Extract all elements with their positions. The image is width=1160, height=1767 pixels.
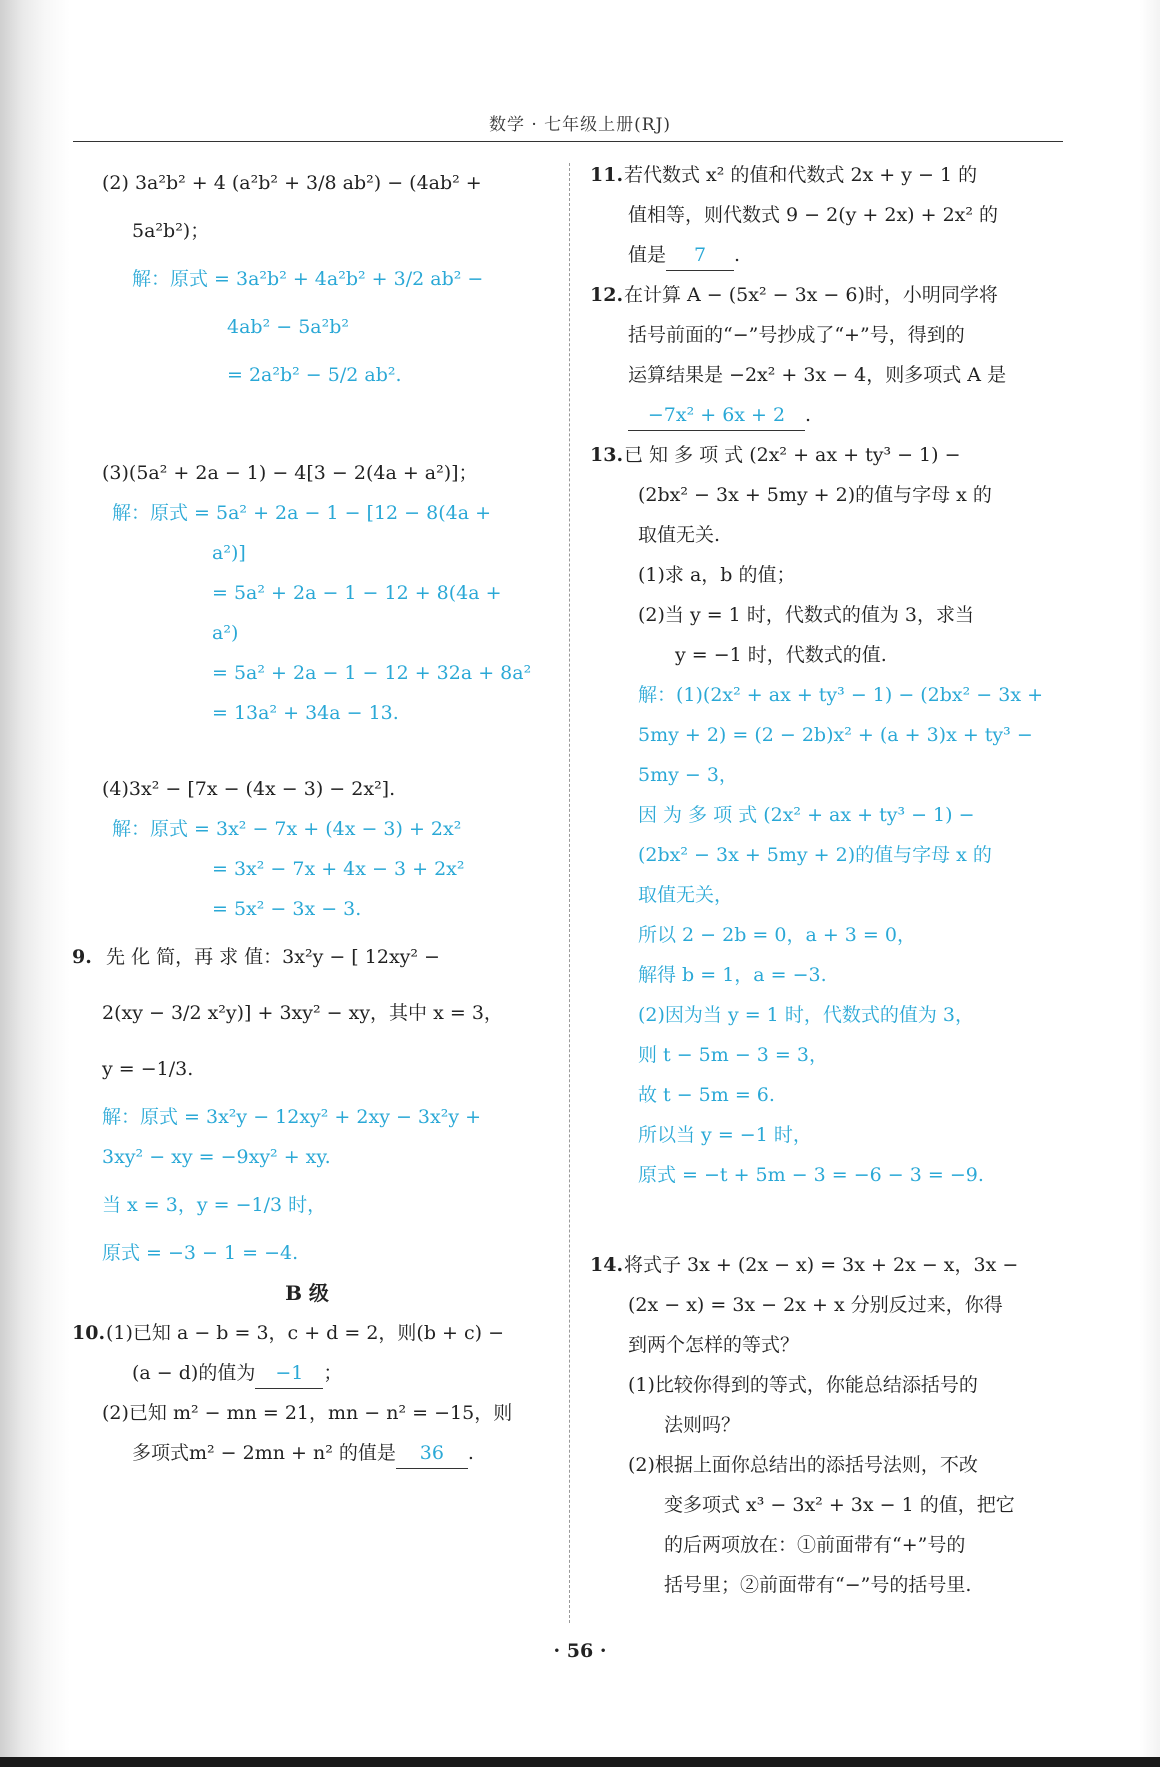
- problem-8-2-statement: (2) 3a²b² + 4 (a²b² + 3/8 ab²) − (4ab² +: [102, 172, 482, 194]
- problem-14-text: 将式子 3x + (2x − x) = 3x + 2x − x，3x −: [624, 1254, 1019, 1276]
- answer-13-line9: (2)因为当 y = 1 时，代数式的值为 3，: [638, 1004, 974, 1026]
- problem-10-part1-cont: (a − d)的值为: [132, 1362, 256, 1384]
- problem-14-part1-cont: 法则吗？: [664, 1414, 741, 1436]
- answer-8-2-line1: 解：原式 = 3a²b² + 4a²b² + 3/2 ab² −: [132, 268, 484, 290]
- problem-14-line1: [590, 1245, 1065, 1285]
- answer-8-3-line6: = 13a² + 34a − 13.: [212, 702, 399, 724]
- answer-8-4-line3: = 5x² − 3x − 3.: [212, 898, 362, 920]
- answer-8-2-line3: = 2a²b² − 5/2 ab².: [227, 364, 402, 386]
- problem-12-line1: [590, 275, 1065, 315]
- right-column: [590, 155, 1065, 1605]
- problem-14-part2-cont3: 括号里；②前面带有“−”号的括号里.: [664, 1574, 972, 1596]
- answer-blank-10-2: 36: [396, 1438, 468, 1469]
- answer-13-line12: 所以当 y = −1 时，: [638, 1124, 812, 1146]
- answer-blank-12: −7x² + 6x + 2: [628, 400, 805, 431]
- answer-13-line1: 解：(1)(2x² + ax + ty³ − 1) − (2bx² − 3x +: [638, 684, 1044, 706]
- level-b-heading: B 级: [285, 1281, 329, 1305]
- problem-14-part2: (2)根据上面你总结出的添括号法则，不改: [628, 1454, 978, 1476]
- answer-8-3-line3: = 5a² + 2a − 1 − 12 + 8(4a +: [212, 582, 502, 604]
- problem-14-part1: (1)比较你得到的等式，你能总结添括号的: [628, 1374, 978, 1396]
- answer-13-line10: 则 t − 5m − 3 = 3，: [638, 1044, 828, 1066]
- answer-8-3-line5: = 5a² + 2a − 1 − 12 + 32a + 8a²: [212, 662, 532, 684]
- answer-9-line1: 解：原式 = 3x²y − 12xy² + 2xy − 3x²y +: [102, 1106, 482, 1128]
- problem-14-part2-cont1: 变多项式 x³ − 3x² + 3x − 1 的值，把它: [664, 1494, 1015, 1516]
- problem-12-line3: 运算结果是 −2x² + 3x − 4，则多项式 A 是: [628, 364, 1007, 386]
- problem-10-line2: [132, 1353, 552, 1393]
- problem-10-line1: [72, 1313, 552, 1353]
- answer-13-line5: (2bx² − 3x + 5my + 2)的值与字母 x 的: [638, 844, 992, 866]
- page-header-title: 数学 · 七年级上册(RJ): [488, 115, 672, 135]
- problem-8-4-statement: (4)3x² − [7x − (4x − 3) − 2x²].: [102, 778, 396, 800]
- problem-9-line1: [72, 929, 552, 985]
- problem-12-text: 在计算 A − (5x² − 3x − 6)时，小明同学将: [624, 284, 998, 306]
- answer-13-line7: 所以 2 − 2b = 0，a + 3 = 0，: [638, 924, 916, 946]
- problem-13-line2: (2bx² − 3x + 5my + 2)的值与字母 x 的: [638, 484, 992, 506]
- problem-10-number: 10.: [72, 1322, 106, 1344]
- problem-13-text: 已 知 多 项 式 (2x² + ax + ty³ − 1) −: [624, 444, 961, 466]
- problem-11-number: 11.: [590, 164, 624, 186]
- problem-9-line2: 2(xy − 3/2 x²y)] + 3xy² − xy，其中 x = 3，: [102, 1002, 503, 1024]
- answer-8-4-line2: = 3x² − 7x + 4x − 3 + 2x²: [212, 858, 465, 880]
- problem-12-number: 12.: [590, 284, 624, 306]
- problem-14-line3: 到两个怎样的等式？: [628, 1334, 800, 1356]
- punct: ；: [323, 1362, 343, 1384]
- problem-9-line3: y = −1/3.: [102, 1058, 194, 1080]
- problem-10-part2-cont: 多项式m² − 2mn + n² 的值是: [132, 1442, 396, 1464]
- answer-9-line2: 3xy² − xy = −9xy² + xy.: [102, 1146, 331, 1168]
- answer-13-line6: 取值无关，: [638, 884, 734, 906]
- answer-13-line11: 故 t − 5m = 6.: [638, 1084, 775, 1106]
- problem-11-line2: 值相等，则代数式 9 − 2(y + 2x) + 2x² 的: [628, 204, 999, 226]
- problem-11-text: 若代数式 x² 的值和代数式 2x + y − 1 的: [624, 164, 978, 186]
- answer-8-3-line2: a²)]: [212, 542, 246, 564]
- page-number: · 56 ·: [553, 1640, 607, 1662]
- problem-13-line1: [590, 435, 1065, 475]
- problem-12-line2: 括号前面的“−”号抄成了“+”号，得到的: [628, 324, 965, 346]
- problem-11-line1: [590, 155, 1065, 195]
- problem-9-number: 9.: [72, 946, 92, 968]
- answer-8-3-line4: a²): [212, 622, 239, 644]
- problem-13-number: 13.: [590, 444, 624, 466]
- answer-blank-11: 7: [666, 240, 734, 271]
- punct: .: [734, 244, 741, 266]
- column-divider: [569, 163, 570, 1623]
- problem-13-part1: (1)求 a，b 的值；: [638, 564, 796, 586]
- punct: .: [805, 404, 812, 426]
- problem-10-line3: (2)已知 m² − mn = 21，mn − n² = −15，则: [102, 1402, 513, 1424]
- punct: .: [467, 1442, 474, 1464]
- problem-10-line4: [132, 1433, 552, 1473]
- problem-12-line4: [628, 395, 1065, 435]
- problem-8-2-statement-cont: 5a²b²)；: [132, 220, 210, 242]
- answer-13-line8: 解得 b = 1，a = −3.: [638, 964, 827, 986]
- header-rule: [73, 141, 1063, 142]
- problem-8-3-statement: (3)(5a² + 2a − 1) − 4[3 − 2(4a + a²)]；: [102, 462, 478, 484]
- bottom-bar: [0, 1757, 1160, 1767]
- answer-blank-10-1: −1: [255, 1358, 323, 1389]
- answer-9-line4: 原式 = −3 − 1 = −4.: [102, 1242, 299, 1264]
- answer-13-line3: 5my − 3，: [638, 764, 738, 786]
- answer-9-line3: 当 x = 3，y = −1/3 时，: [102, 1194, 327, 1216]
- problem-11-line3: [628, 235, 1065, 275]
- problem-13-line3: 取值无关.: [638, 524, 721, 546]
- problem-14-number: 14.: [590, 1254, 624, 1276]
- problem-14-part2-cont2: 的后两项放在：①前面带有“+”号的: [664, 1534, 966, 1556]
- answer-13-line2: 5my + 2) = (2 − 2b)x² + (a + 3)x + ty³ −: [638, 724, 1033, 746]
- problem-9-text: 先 化 简，再 求 值：3x²y − [ 12xy² −: [106, 946, 440, 968]
- answer-8-2-line2: 4ab² − 5a²b²: [227, 316, 350, 338]
- left-column: [72, 155, 552, 1473]
- problem-13-part2-cont: y = −1 时，代数式的值.: [675, 644, 887, 666]
- problem-10-part1: (1)已知 a − b = 3，c + d = 2，则(b + c) −: [106, 1322, 505, 1344]
- answer-8-4-line1: 解：原式 = 3x² − 7x + (4x − 3) + 2x²: [112, 818, 462, 840]
- answer-13-line13: 原式 = −t + 5m − 3 = −6 − 3 = −9.: [638, 1164, 984, 1186]
- problem-14-line2: (2x − x) = 3x − 2x + x 分别反过来，你得: [628, 1294, 1003, 1316]
- problem-13-part2: (2)当 y = 1 时，代数式的值为 3，求当: [638, 604, 974, 626]
- answer-13-line4: 因 为 多 项 式 (2x² + ax + ty³ − 1) −: [638, 804, 975, 826]
- answer-8-3-line1: 解：原式 = 5a² + 2a − 1 − [12 − 8(4a +: [112, 502, 491, 524]
- problem-11-text-cont: 值是: [628, 244, 667, 266]
